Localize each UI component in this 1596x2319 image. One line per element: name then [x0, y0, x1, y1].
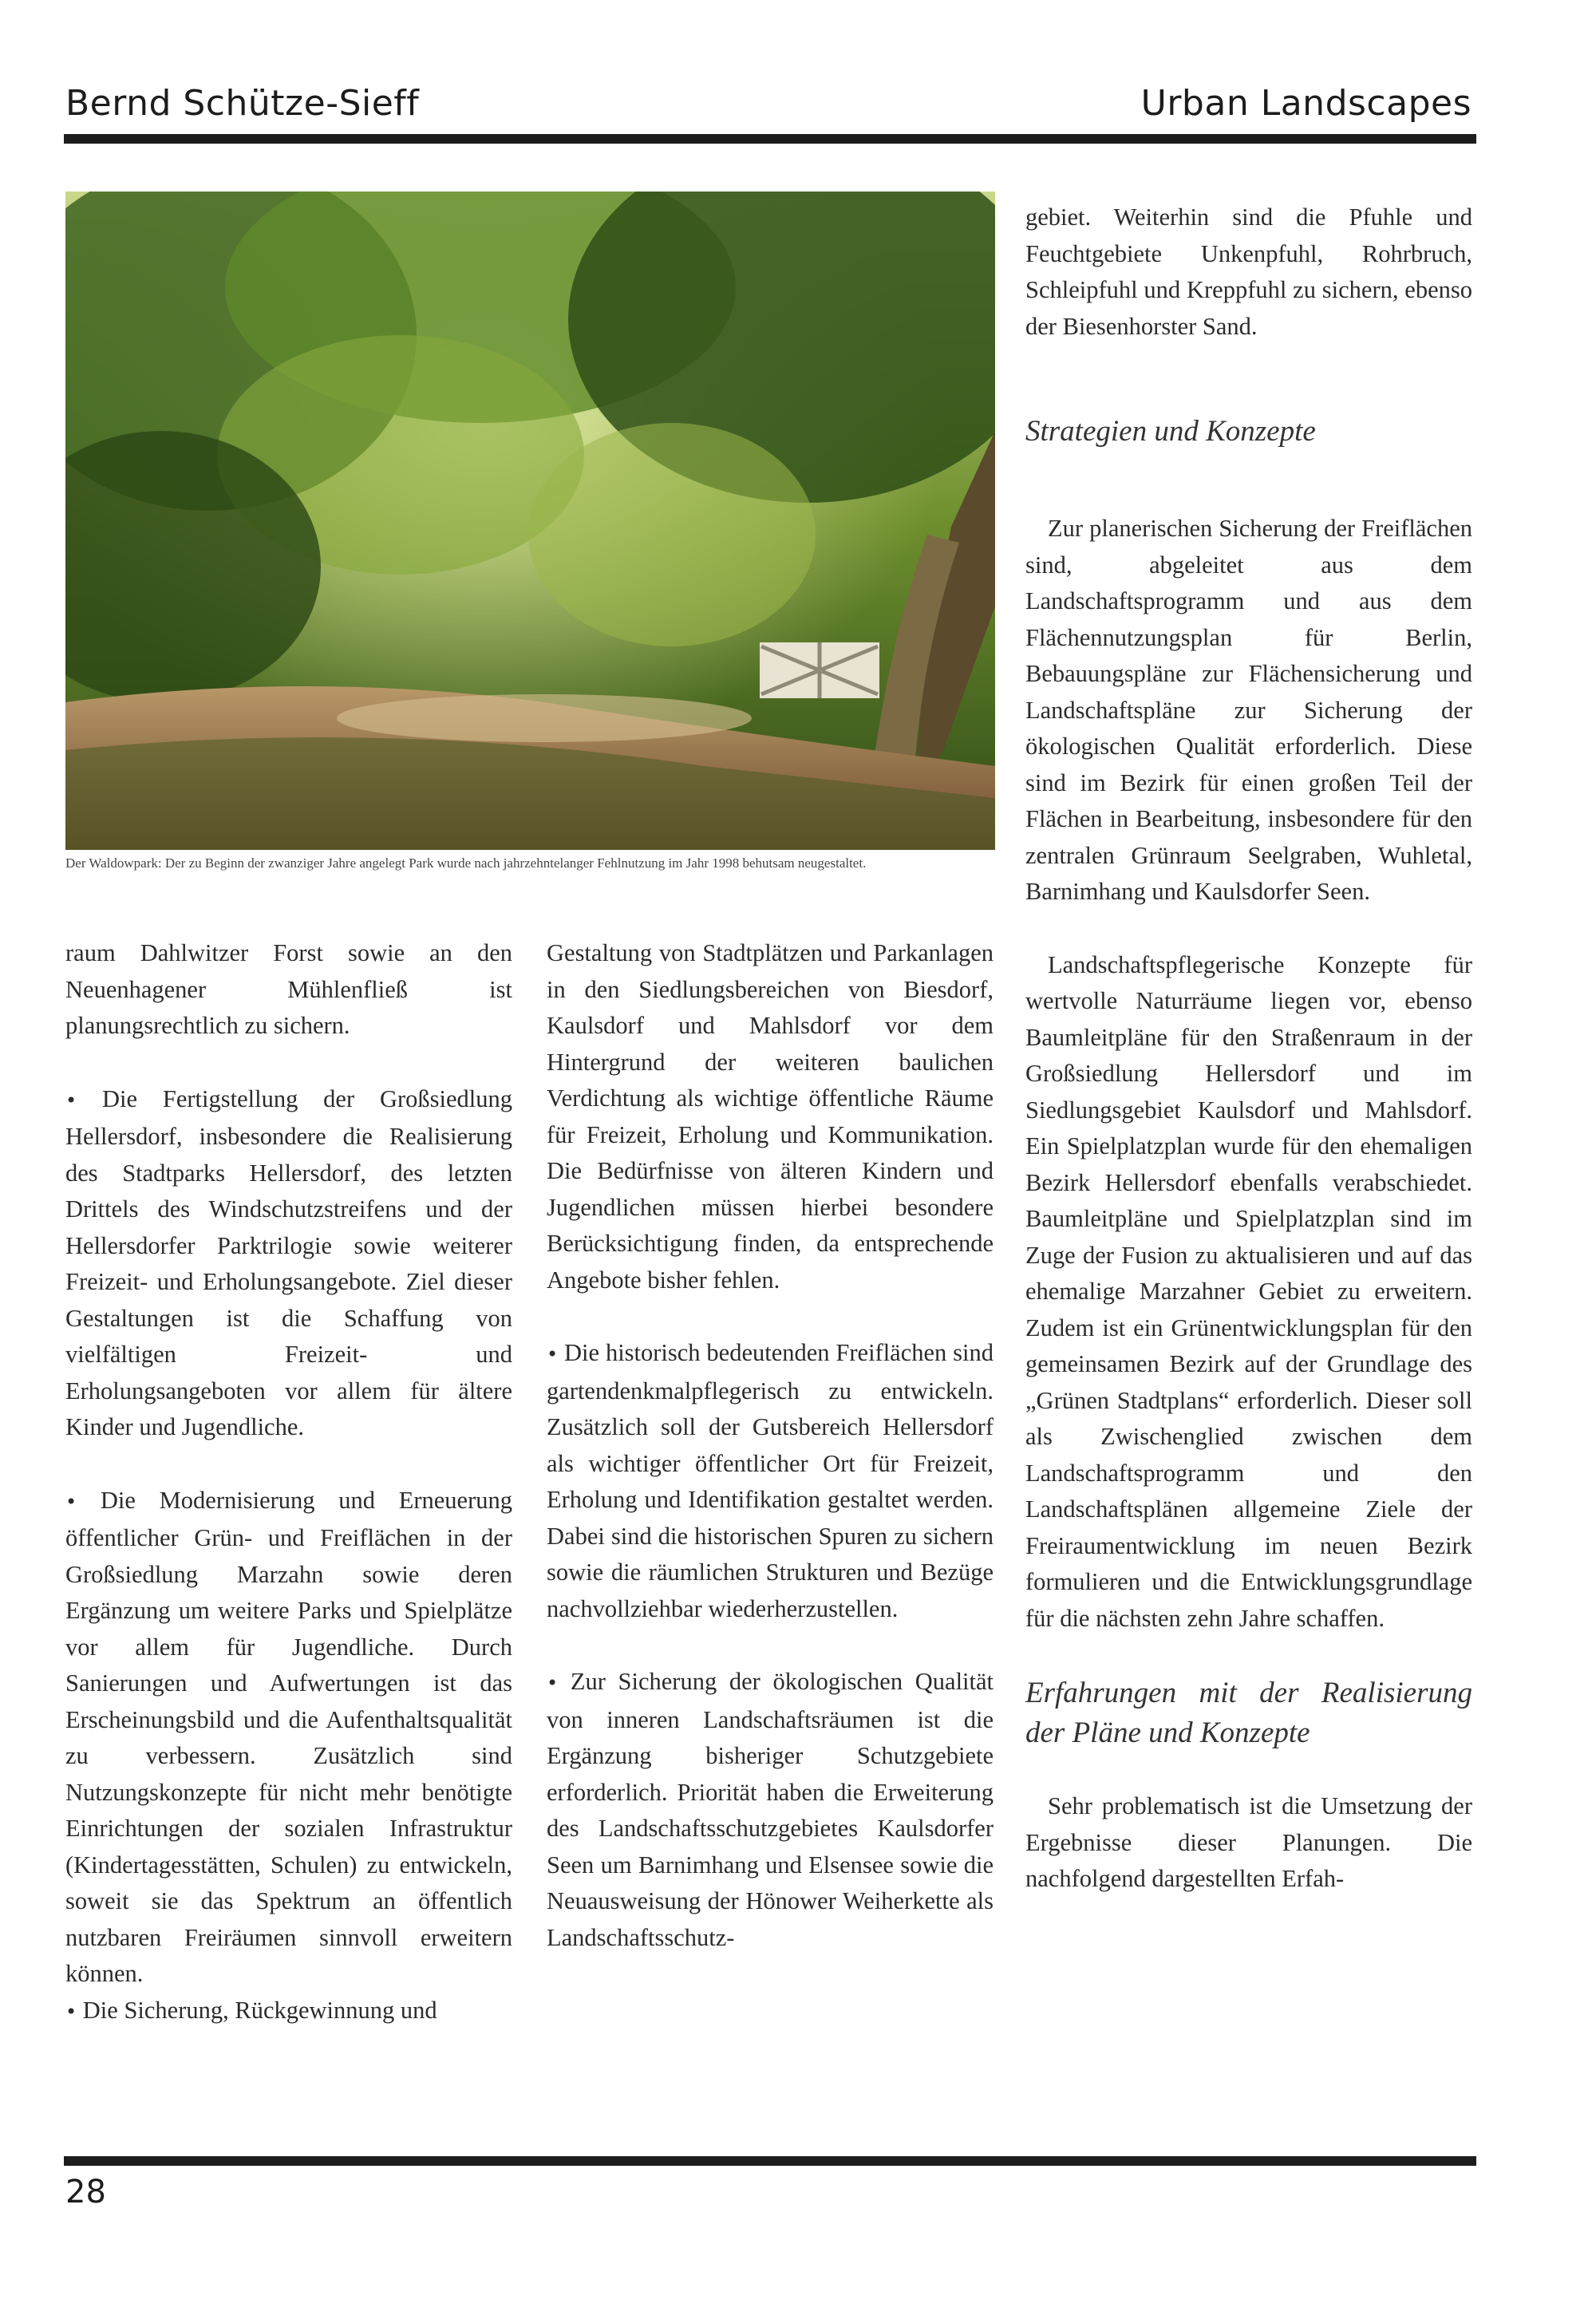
bullet-paragraph: • Die Modernisierung und Erneuerung öffentlicher Grün- und Freiflächen in der Großsiedlung Marzahn sowie deren Ergänzung um weitere Parks und Spielplätze vor allem für Jugendliche. Durch Sanierungen und Aufwertungen ist das Erscheinungsbild und die Aufenthaltsqualität zu verbessern. Zusätzlich sind Nutzungskonzepte für nicht mehr benötigte Einrichtungen der sozialen Infrastruktur (Kindertagesstätten, Schulen) zu entwickeln, soweit sie das Spektrum an öffentlich nutzbaren Freiräumen sinnvoll erweitern können.: [65, 1486, 513, 1987]
bullet-paragraph: • Zur Sicherung der ökologischen Qualität von inneren Landschaftsräumen ist die Ergänzung bisheriger Schutzgebiete erforderlich. Priorität haben die Erweiterung des Landschaftsschutzgebietes Kaulsdorfer Seen um Barnimhang und Elsensee sowie die Neuausweisung der Hönower Weiherkette als Landschaftsschutz-: [547, 1668, 994, 1951]
bullet-icon: •: [547, 1672, 559, 1694]
bullet-icon: •: [65, 1088, 77, 1112]
section-heading: Erfahrungen mit der Realisierung der Pläne und Konzepte: [1025, 1677, 1472, 1749]
paragraph: raum Dahlwitzer Forst sowie an den Neuenhagener Mühlenfließ ist planungsrechtlich zu sichern.: [65, 939, 512, 1039]
footer-rule: [64, 2156, 1476, 2166]
paragraph: Gestaltung von Stadtplätzen und Parkanlagen in den Siedlungsbereichen von Biesdorf, Kaulsdorf und Mahlsdorf vor dem Hintergrund der weiteren baulichen Verdichtung als wichtige öffentliche Räume für Freizeit, Erholung und Kommunikation. Die Bedürfnisse von älteren Kindern und Jugendlichen müssen hierbei besondere Berücksichtigung finden, da entsprechende Angebote bisher fehlen.: [547, 939, 994, 1294]
text-column-1: [65, 935, 512, 2030]
header-rule: [64, 134, 1476, 144]
bullet-paragraph: • Die Sicherung, Rückgewinnung und: [65, 1996, 437, 2024]
paragraph: Zur planerischen Sicherung der Freiflächen sind, abgeleitet aus dem Landschaftsprogramm und aus dem Flächennutzungsplan für Berlin, Bebauungspläne zur Flächensicherung und Landschaftspläne zur Sicherung der ökologischen Qualität erforderlich. Diese sind im Bezirk für einen großen Teil der Flächen in Bearbeitung, insbesondere für den zentralen Grünraum Seelgraben, Wuhletal, Barnimhang und Kaulsdorfer Seen.: [1025, 515, 1472, 905]
running-header-author: Bernd Schütze-Sieff: [65, 83, 420, 124]
section-heading: Strategien und Konzepte: [1025, 415, 1316, 448]
bullet-icon: •: [65, 1490, 77, 1513]
bullet-icon: •: [65, 2000, 77, 2023]
park-photo: [65, 192, 995, 850]
paragraph: gebiet. Weiterhin sind die Pfuhle und Feuchtgebiete Unkenpfuhl, Rohrbruch, Schleipfuhl und Kreppfuhl zu sichern, ebenso der Biesenhorster Sand.: [1025, 203, 1472, 340]
bullet-paragraph: • Die historisch bedeutenden Freiflächen sind gartendenkmalpflegerisch zu entwickeln. Zusätzlich soll der Gutsbereich Hellersdorf als wichtiger öffentlicher Ort für Freizeit, Erholung und Identifikation gestaltet werden. Dabei sind die historischen Spuren zu sichern sowie die räumlichen Strukturen und Bezüge nachvollziehbar wiederherzustellen.: [547, 1339, 994, 1622]
bullet-icon: •: [547, 1343, 559, 1365]
text-column-3: [1025, 200, 1472, 1898]
running-header-series: Urban Landscapes: [1140, 83, 1472, 124]
text-column-2: [547, 935, 994, 1956]
paragraph: Sehr problematisch ist die Umsetzung der Ergebnisse dieser Planungen. Die nachfolgend dargestellten Erfah-: [1025, 1792, 1472, 1892]
figure-caption: Der Waldowpark: Der zu Beginn der zwanziger Jahre angelegt Park wurde nach jahrzehntelanger Fehlnutzung im Jahr 1998 behutsam neugestaltet.: [65, 855, 867, 871]
paragraph: Landschaftspflegerische Konzepte für wertvolle Naturräume liegen vor, ebenso Baumleitpläne für den Straßenraum in der Großsiedlung Hellersdorf und im Siedlungsgebiet Kaulsdorf und Mahlsdorf. Ein Spielplatzplan wurde für den ehemaligen Bezirk Hellersdorf ebenfalls verabschiedet. Baumleitpläne und Spielplatzplan sind im Zuge der Fusion zu aktualisieren und auf das ehemalige Marzahner Gebiet zu erweitern. Zudem ist ein Grünentwicklungsplan für den gemeinsamen Bezirk auf der Grundlage des „Grünen Stadtplans“ erforderlich. Dieser soll als Zwischenglied zwischen dem Landschaftsprogramm und den Landschaftsplänen allgemeine Ziele der Freiraumentwicklung im neuen Bezirk formulieren und die Entwicklungsgrundlage für die nächsten zehn Jahre schaffen.: [1025, 950, 1472, 1632]
bullet-paragraph: • Die Fertigstellung der Großsiedlung Hellersdorf, insbesondere die Realisierung des Stadtparks Hellersdorf, des letzten Drittels des Windschutzstreifens und der Hellersdorfer Parktrilogie sowie weiterer Freizeit- und Erholungsangebote. Ziel dieser Gestaltungen ist die Schaffung von vielfältigen Freizeit- und Erholungsangeboten vor allem für ältere Kinder und Jugendliche.: [65, 1084, 513, 1440]
page-number: 28: [65, 2174, 106, 2210]
